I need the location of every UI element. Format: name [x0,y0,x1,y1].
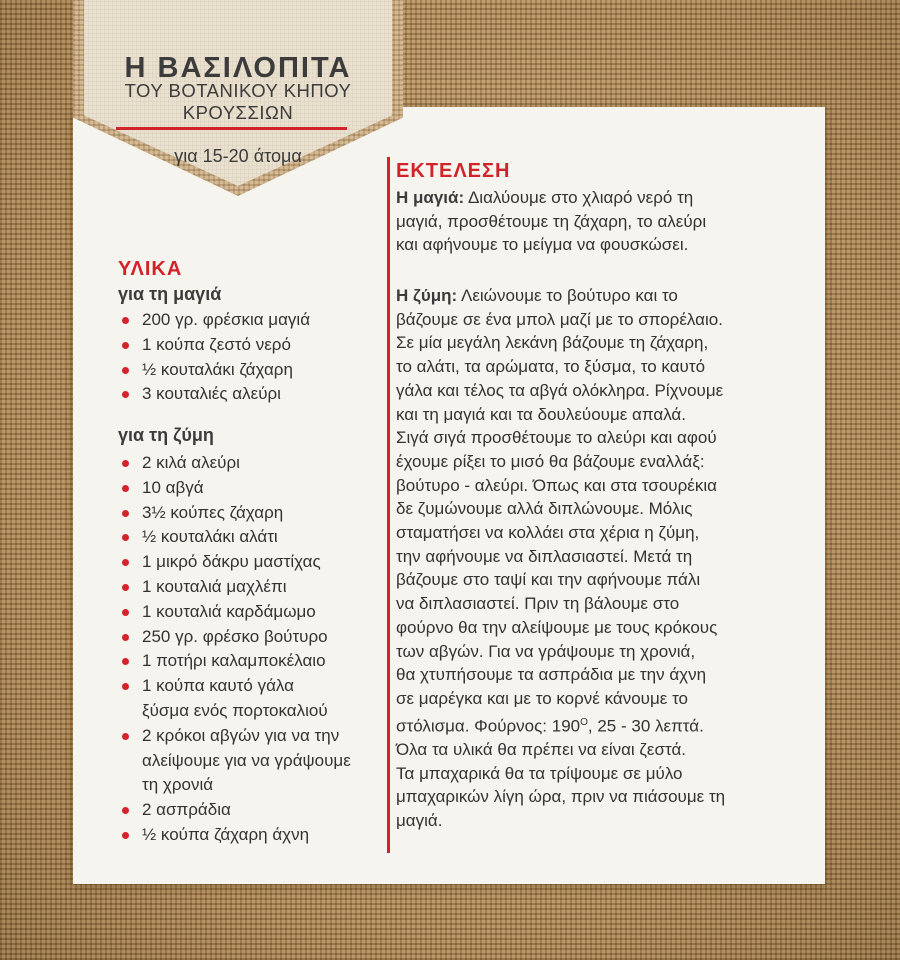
ingredient-item [118,308,310,333]
ingredient-item [118,451,351,476]
bullet-icon [122,807,129,814]
recipe-title: Η ΒΑΣΙΛΟΠΙΤΑ [124,52,352,84]
yeast-method-label: Η μαγιά: [396,188,465,207]
bullet-icon [122,559,129,566]
ingredient-item [118,333,310,358]
bullet-icon [122,609,129,616]
ingredient-item [118,501,351,526]
method-heading: ΕΚΤΕΛΕΣΗ [396,160,511,182]
ingredient-text: ½ κούπα ζάχαρη άχνη [142,824,310,844]
bullet-icon [122,342,129,349]
ingredient-text: 2 κιλά αλεύρι [142,453,240,472]
ingredient-item [118,382,310,407]
ingredient-text: 1 μικρό δάκρυ μαστίχας [142,552,321,572]
bullet-icon [122,584,129,591]
ingredient-item [118,724,351,798]
dough-method-tail: , 25 - 30 λεπτά. [587,716,704,736]
bullet-icon [122,634,129,641]
bullet-icon [122,534,129,541]
ingredient-text: 1 κουταλιά μαχλέπι [142,576,287,596]
bullet-icon [122,460,129,467]
bullet-icon [122,317,129,324]
yeast-subheading: για τη μαγιά [118,284,222,304]
yeast-method-text: Διαλύουμε στο χλιαρό νερό τη μαγιά, προσθέτουμε τη ζάχαρη, το αλεύρι και αφήνουμε το μείγμα να φουσκώσει. [396,188,707,255]
column-divider [387,157,390,853]
ingredient-item [118,358,310,383]
ingredient-text: 2 κρόκοι αβγών για να την αλείψουμε για να γράψουμε τη χρονιά [142,725,351,795]
dough-method-text: Λειώνουμε το βούτυρο και το βάζουμε σε ένα μπολ μαζί με το σπορέλαιο. Σε μία μεγάλη λεκάνη βάζουμε τη ζάχαρη, το αλάτι, τα αρώματα, το ξύσμα, το καυτό γάλα και τέλος τα αβγά ολόκληρα. Ρίχνουμε και τη μαγιά και τα δουλεύουμε απαλά. Σιγά σιγά προσθέτουμε το αλεύρι και αφού έχουμε ρίξει το μισό θα βάζουμε εναλλάξ: βούτυρο - αλεύρι. Όπως και στα τσουρέκια δε ζυμώνουμε αλλά διπλώνουμε. Μόλις σταματήσει να κολλάει στα χέρια η ζύμη, την αφήνουμε να διπλασιαστεί. Μετά τη βάζουμε στο ταψί και την αφήνουμε πάλι να διπλασιαστεί. Πριν τη βάλουμε στο φούρνο θα την αλείψουμε με τους κρόκους των αβγών. Για να γράψουμε τη χρονιά, θα χτυπήσουμε τα ασπράδια με την άχνη σε μαρέγκα και με το κορνέ κάνουμε το στόλισμα. Φούρνος: 190 [396,286,724,736]
bullet-icon [122,510,129,517]
bullet-icon [122,367,129,374]
ingredient-item [118,525,351,550]
ingredient-text: ½ κουταλάκι αλάτι [142,527,278,547]
ingredient-item [118,476,351,501]
dough-subheading: για τη ζύμη [118,425,214,445]
ingredient-text: 3½ κούπες ζάχαρη [142,502,284,522]
bullet-icon [122,658,129,665]
bullet-icon [122,485,129,492]
ingredient-text: 1 κουταλιά καρδάμωμο [142,601,316,621]
bullet-icon [122,733,129,740]
ingredient-text: 1 κούπα ζεστό νερό [142,334,291,354]
dough-ingredient-list [118,451,351,848]
bullet-icon [122,683,129,690]
bullet-icon [122,832,129,839]
ingredient-text: 1 κούπα καυτό γάλα ξύσμα ενός πορτοκαλιού [142,676,328,720]
ingredient-text: 250 γρ. φρέσκο βούτυρο [142,626,328,646]
servings-text: για 15-20 άτομα [174,146,302,166]
ingredient-item [118,600,351,625]
ingredient-item [118,625,351,650]
recipe-subtitle: ΤΟΥ ΒΟΤΑΝΙΚΟΥ ΚΗΠΟΥ ΚΡΟΥΣΣΙΩΝ [124,80,352,123]
yeast-ingredient-list [118,308,310,407]
ingredient-item [118,550,351,575]
ingredient-text: 200 γρ. φρέσκια μαγιά [142,310,311,329]
degree-symbol: O [580,716,588,728]
ingredient-item [118,674,351,724]
bullet-icon [122,391,129,398]
ingredient-text: 10 αβγά [142,477,204,497]
title-underline [116,127,347,130]
ingredient-text: 1 ποτήρι καλαμποκέλαιο [142,651,326,671]
ingredient-text: 2 ασπράδια [142,800,231,820]
dough-method-paragraph [396,284,806,738]
ingredient-item [118,823,351,848]
ingredient-item [118,798,351,823]
ingredient-text: ½ κουταλάκι ζάχαρη [142,359,293,379]
method-note: Όλα τα υλικά θα πρέπει να είναι ζεστά. Τα μπαχαρικά θα τα τρίψουμε σε μύλο μπαχαρικών λίγη ώρα, πριν να πιάσουμε τη μαγιά. [396,740,726,831]
yeast-method-paragraph [396,186,806,257]
ingredient-item [118,649,351,674]
ingredient-text: 3 κουταλιές αλεύρι [142,384,281,404]
ingredients-heading: ΥΛΙΚΑ [118,258,183,280]
dough-method-label: Η ζύμη: [396,286,458,305]
ingredient-item [118,575,351,600]
